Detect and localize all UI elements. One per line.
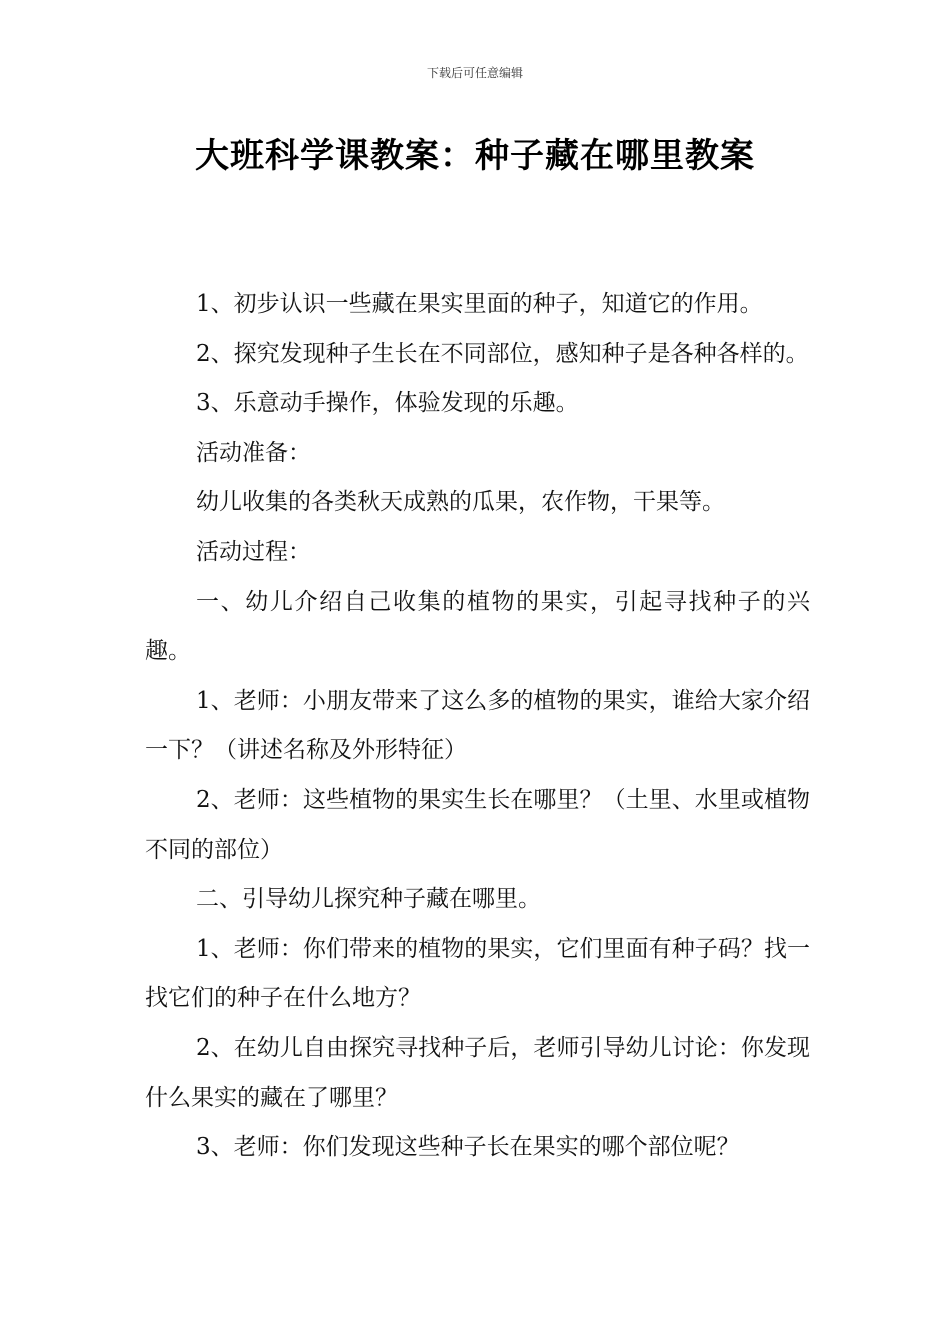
section-heading: 活动准备：: [196, 439, 311, 466]
paragraph: 2、在幼儿自由探究寻找种子后，老师引导幼儿讨论：你发现什么果实的藏在了哪里？: [145, 1034, 810, 1111]
section-heading: 活动过程：: [196, 538, 311, 565]
paragraph: 幼儿收集的各类秋天成熟的瓜果，农作物，干果等。: [196, 489, 725, 516]
document-title: 大班科学课教案：种子藏在哪里教案: [195, 136, 755, 176]
document-body: [145, 280, 810, 1173]
paragraph: 1、老师：小朋友带来了这么多的植物的果实，谁给大家介绍一下？（讲述名称及外形特征）: [145, 687, 810, 764]
paragraph: 一、幼儿介绍自己收集的植物的果实，引起寻找种子的兴趣。: [145, 588, 810, 665]
paragraph: 3、乐意动手操作，体验发现的乐趣。: [196, 390, 579, 417]
paragraph: 1、老师：你们带来的植物的果实，它们里面有种子码？找一找它们的种子在什么地方？: [145, 935, 810, 1012]
paragraph: 1、初步认识一些藏在果实里面的种子，知道它的作用。: [196, 291, 763, 317]
header-note: 下载后可任意编辑: [426, 66, 523, 80]
paragraph: 3、老师：你们发现这些种子长在果实的哪个部位呢？: [196, 1134, 740, 1161]
paragraph: 2、探究发现种子生长在不同部位，感知种子是各种各样的。: [196, 340, 809, 367]
paragraph: 2、老师：这些植物的果实生长在哪里？（土里、水里或植物不同的部位）: [145, 786, 810, 863]
paragraph: 二、引导幼儿探究种子藏在哪里。: [196, 886, 541, 913]
